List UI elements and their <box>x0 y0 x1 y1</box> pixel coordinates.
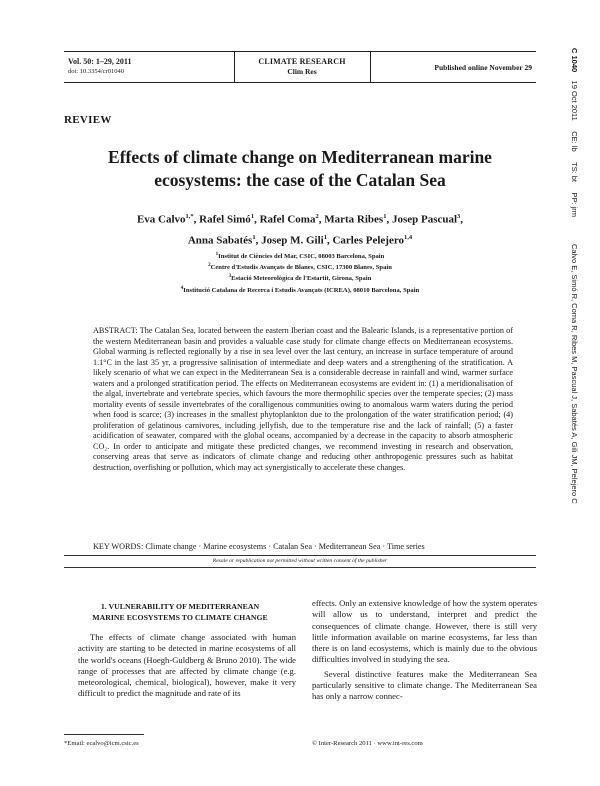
journal-header <box>64 51 536 83</box>
author-separator: , <box>386 213 392 226</box>
author-affiliation-marker: 1 <box>323 233 327 241</box>
author-name: Josep M. Gili <box>261 234 324 247</box>
header-divider <box>234 52 235 82</box>
affiliation-number: 2 <box>208 263 211 269</box>
body-paragraph: effects. Only an extensive knowledge of how the system operates will allow us to understand, interpret and predict the consequences of climate change. However, there is still very little information available on marine ecosystems, far less than there is on land ecosystems, which is mainly due to the obvious difficulties involved in studying the sea. <box>312 598 537 665</box>
author-affiliation-marker: 1,4 <box>404 233 413 241</box>
author-separator: , <box>193 213 200 226</box>
divider <box>64 555 536 556</box>
copy-editor-tag: CE: lb <box>570 131 579 152</box>
keywords <box>93 542 513 551</box>
abstract-text: The Catalan Sea, located between the eastern Iberian coast and the Balearic Islands, is a representative portion of the western Mediterranean basin and provides a valuable case study for climate change effects on Mediterranean ecosystems. Global warming is reflected regionally by a rise in sea level over the last century, an increase in surface temperature of around 1.1°C in the last 35 yr, a progressive salinisation of intermediate and deep waters and a strengthening of the stratification. A likely scenario of what we can expect in the Mediterranean Sea is a considerable decrease in rainfall and wind, warmer surface waters and a prolonged stratification period. The effects on Mediterranean ecosystems are evident in: (1) a meridionalisation of the algal, invertebrate and vertebrate species, which favours the more thermophilic species over the temperate species; (2) mass mortality events of sessile invertebrates of the coralligenous communities owing to anomalous warm waters during the period when food is scarce; (3) increases in the smallest phytoplankton due to the prolongation of the water stratification period; (4) proliferation of gelatinous carnivores, including jellyfish, due to the temperature rise and the lack of rainfall; (5) a faster acidification of seawater, compared with the global oceans, accompanied by a decrease in the capacity to absorb atmospheric CO₂. In order to anticipate and mitigate these predicted changes, we recommend investing in research and observation, conserving areas that serve as indicators of climate change and reducing other anthropogenic pressures such as habitat destruction, overfishing or pollution, which may act synergistically to accelerate these changes. <box>93 326 513 472</box>
author-separator: , <box>254 213 260 226</box>
author-name: Anna Sabatés <box>187 234 253 247</box>
author-name: Rafel Coma <box>259 213 316 226</box>
section-heading-line: 1. VULNERABILITY OF MEDITERRANEAN <box>100 602 260 611</box>
body-paragraph: The effects of climate change associated with human activity are starting to be detected in marine ecosystems of all the world's oceans (Hoegh-Guldberg & Bruno 2010). The wide range of processes that are affected by climate change (e.g. meteorological, chemical, biological), however, make it very difficult to predict the magnitude and rate of its <box>78 632 296 699</box>
author-affiliation-marker: 1 <box>383 213 387 220</box>
author-name: Josep Pascual <box>391 213 458 226</box>
production-date: 19 Oct 2011 <box>570 80 579 121</box>
author-margin-text: Calvo E, Simó R, Coma R, Ribes M, Pascual J, Sabatés A, Gili JM, Pelejero C <box>570 244 579 504</box>
author-name: Rafel Simó <box>199 213 251 226</box>
affiliation <box>64 250 536 261</box>
manuscript-code: C 1040 <box>570 48 579 73</box>
journal-name-block <box>242 57 362 76</box>
affiliation-text: Estació Meteorològica de l'Estartit, Girona, Spain <box>231 275 372 283</box>
affiliation-list <box>64 250 536 295</box>
author-affiliation-marker: 3 <box>457 213 461 220</box>
body-paragraph: Several distinctive features make the Mediterranean Sea particularly sensitive to climate change. The Mediterranean Sea has only a narrow connec- <box>312 668 537 702</box>
author-separator: , <box>255 234 262 247</box>
affiliation-text: Centre d'Estudis Avançats de Blanes, CSIC, 17300 Blanes, Spain <box>210 264 392 272</box>
author-name: Marta Ribes <box>324 213 384 226</box>
affiliation <box>64 284 536 295</box>
journal-name: CLIMATE RESEARCH <box>258 57 346 66</box>
affiliation-number: 1 <box>215 252 219 257</box>
keywords-label: KEY WORDS: <box>93 542 144 551</box>
header-divider <box>370 52 371 82</box>
corresponding-email: *Email: ecalvo@icm.csic.es <box>64 740 139 747</box>
proofreader-tag: PP: jrm <box>570 192 579 218</box>
affiliation-number: 3 <box>228 274 232 280</box>
footnote-rule <box>64 734 144 735</box>
article-type: REVIEW <box>64 114 112 126</box>
affiliation <box>64 261 536 272</box>
copyright-notice: © Inter-Research 2011 · www.int-res.com <box>312 740 423 747</box>
affiliation-number: 4 <box>180 285 184 291</box>
author-separator: , <box>326 234 333 247</box>
section-heading-line: MARINE ECOSYSTEMS TO CLIMATE CHANGE <box>92 613 268 622</box>
abstract-label: ABSTRACT: <box>93 326 138 335</box>
affiliation-text: Institut de Ciències del Mar, CSIC, 08003 Barcelona, Spain <box>218 253 385 261</box>
author-affiliation-marker: 1 <box>252 233 256 241</box>
typesetter-tag: TS: bt <box>570 162 579 183</box>
production-margin-text <box>570 48 579 217</box>
published-date: Published online November 29 <box>434 63 532 72</box>
resale-notice: Resale or republication not permitted without written consent of the publisher <box>212 558 388 564</box>
author-separator: , <box>460 213 464 226</box>
journal-abbreviation: Clim Res <box>287 67 317 76</box>
author-list <box>64 208 536 249</box>
author-separator: , <box>318 213 325 226</box>
author-affiliation-marker: 1,* <box>185 213 194 220</box>
abstract <box>93 326 513 473</box>
volume-label: Vol. 50: 1–29, 2011 <box>68 57 132 66</box>
article-title: Effects of climate change on Mediterranean marine ecosystems: the case of the Catalan Sea <box>108 147 492 190</box>
body-column-left <box>78 632 296 700</box>
section-heading <box>64 601 296 623</box>
author-affiliation-marker: 1 <box>250 213 255 220</box>
divider <box>64 567 536 568</box>
body-column-right <box>312 598 537 703</box>
author-affiliation-marker: 2 <box>315 213 319 220</box>
keywords-text: Climate change · Marine ecosystems · Catalan Sea · Mediterranean Sea · Time series <box>145 542 425 551</box>
author-name: Eva Calvo <box>136 213 186 226</box>
doi-label: doi: 10.3354/cr01040 <box>68 68 124 75</box>
author-name: Carles Pelejero <box>332 234 405 247</box>
affiliation-text: Institució Catalana de Recerca i Estudis Avançats (ICREA), 08010 Barcelona, Spain <box>183 286 420 294</box>
volume-info <box>68 57 132 75</box>
affiliation <box>64 272 536 283</box>
